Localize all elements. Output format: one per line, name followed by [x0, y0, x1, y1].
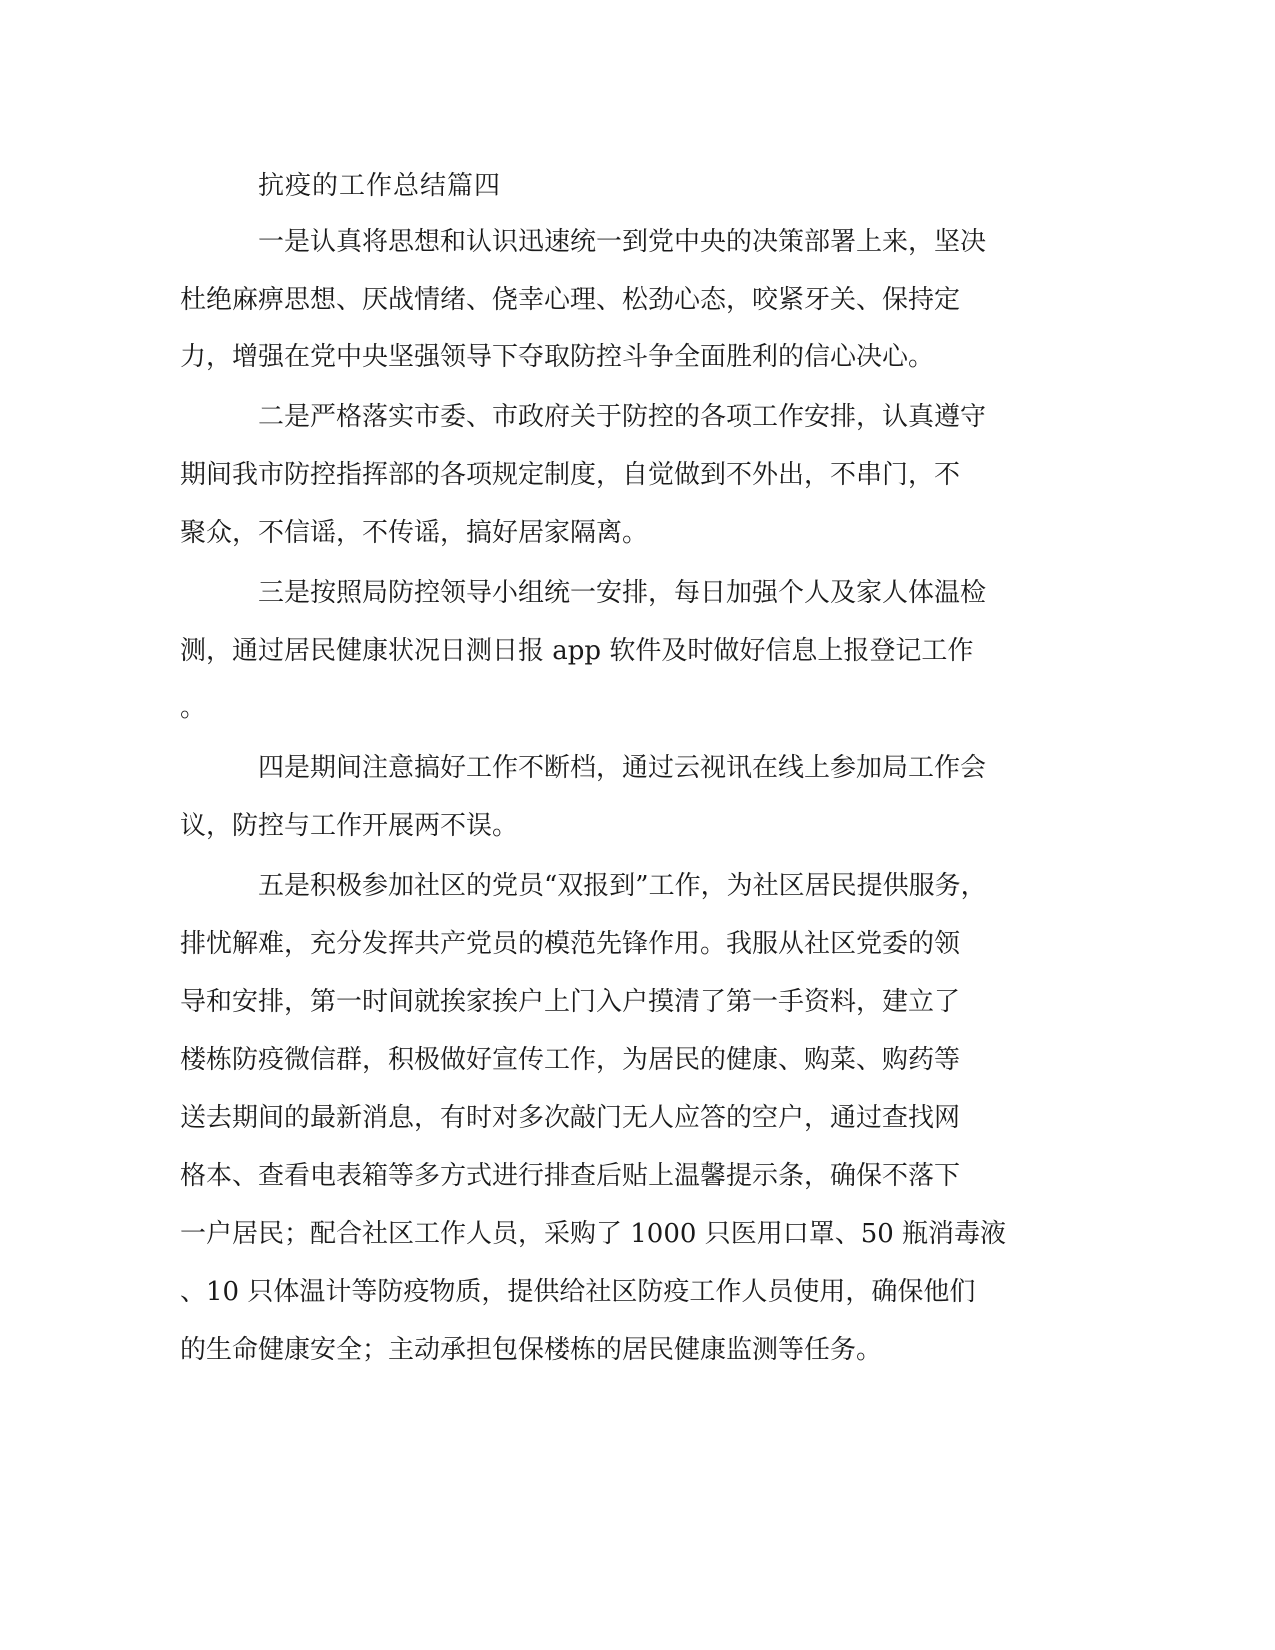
- paragraph-1-line-1: 一是认真将思想和认识迅速统一到党中央的决策部署上来，坚决: [258, 227, 987, 257]
- paragraph-1-line-3: 力，增强在党中央坚强领导下夺取防控斗争全面胜利的信心决心。: [180, 342, 935, 372]
- paragraph-5-line-1: 五是积极参加社区的党员“双报到”工作，为社区居民提供服务，: [258, 871, 987, 901]
- paragraph-5-line-9: 的生命健康安全；主动承担包保楼栋的居民健康监测等任务。: [180, 1335, 883, 1365]
- paragraph-5-line-8: 、10 只体温计等防疫物质，提供给社区防疫工作人员使用，确保他们: [180, 1277, 976, 1307]
- paragraph-5-line-2: 排忧解难，充分发挥共产党员的模范先锋作用。我服从社区党委的领: [180, 929, 961, 959]
- paragraph-5-line-3: 导和安排，第一时间就挨家挨户上门入户摸清了第一手资料，建立了: [180, 987, 961, 1017]
- paragraph-5-line-7: 一户居民；配合社区工作人员，采购了 1000 只医用口罩、50 瓶消毒液: [180, 1219, 1007, 1249]
- paragraph-5-line-4: 楼栋防疫微信群，积极做好宣传工作，为居民的健康、购菜、购药等: [180, 1045, 961, 1075]
- paragraph-3-line-2: 测，通过居民健康状况日测日报 app 软件及时做好信息上报登记工作: [180, 636, 974, 666]
- paragraph-2-line-2: 期间我市防控指挥部的各项规定制度，自觉做到不外出，不串门，不: [180, 460, 961, 490]
- paragraph-2-line-3: 聚众，不信谣，不传谣，搞好居家隔离。: [180, 518, 649, 548]
- paragraph-3-line-3: 。: [180, 693, 207, 723]
- paragraph-1-line-2: 杜绝麻痹思想、厌战情绪、侥幸心理、松劲心态，咬紧牙关、保持定: [180, 285, 961, 315]
- paragraph-2-line-1: 二是严格落实市委、市政府关于防控的各项工作安排，认真遵守: [258, 402, 987, 432]
- paragraph-4-line-2: 议，防控与工作开展两不误。: [180, 811, 519, 841]
- paragraph-3-line-1: 三是按照局防控领导小组统一安排，每日加强个人及家人体温检: [258, 578, 987, 608]
- paragraph-5-line-5: 送去期间的最新消息，有时对多次敲门无人应答的空户，通过查找网: [180, 1103, 961, 1133]
- paragraph-4-line-1: 四是期间注意搞好工作不断档，通过云视讯在线上参加局工作会: [258, 753, 987, 783]
- paragraph-5-line-6: 格本、查看电表箱等多方式进行排查后贴上温馨提示条，确保不落下: [180, 1161, 961, 1191]
- document-title: 抗疫的工作总结篇四: [258, 171, 502, 201]
